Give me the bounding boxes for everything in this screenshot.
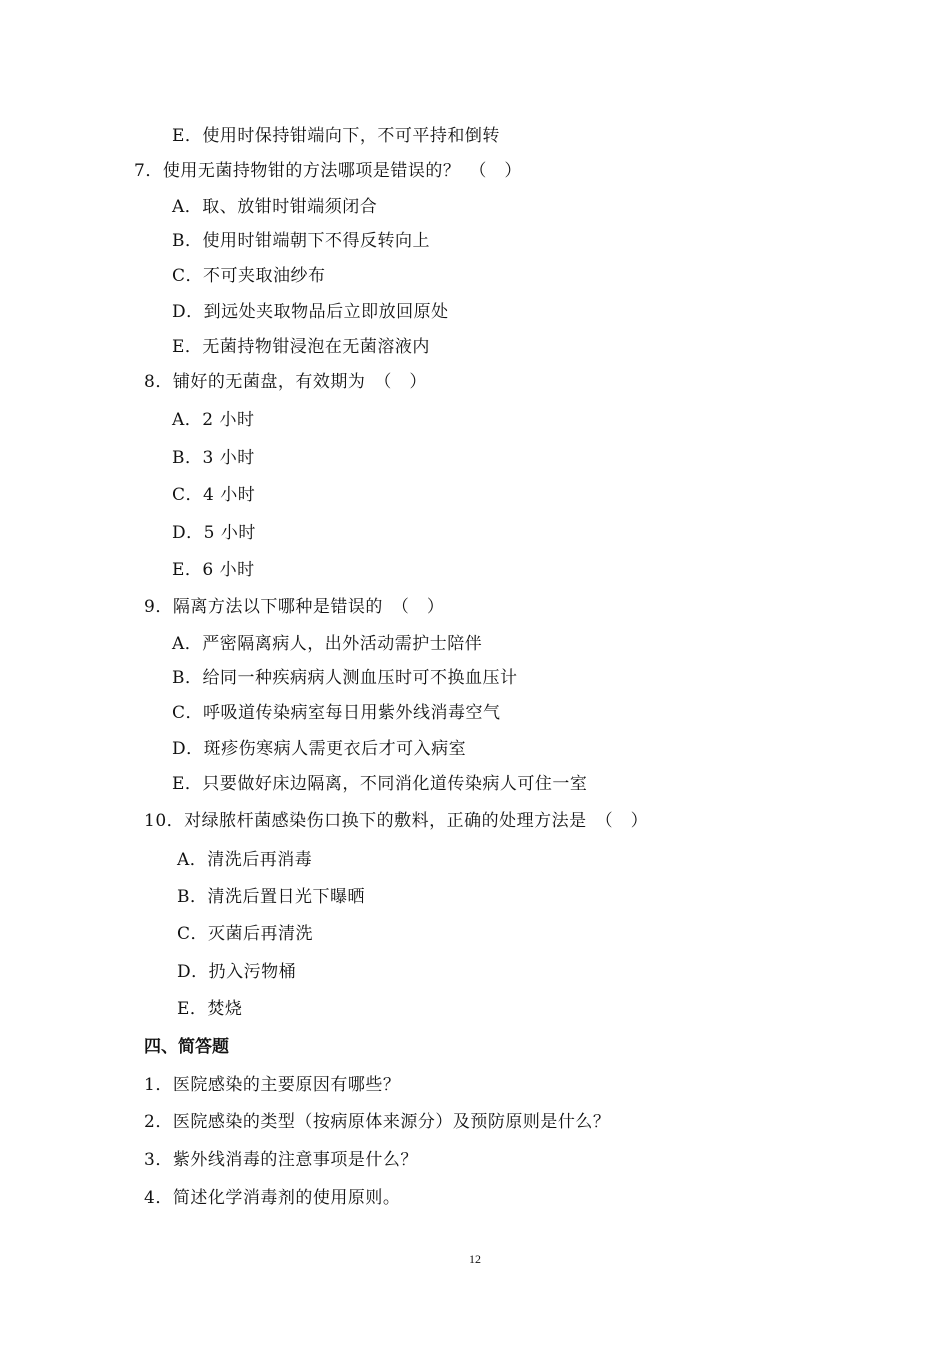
question-10-option-e: E．焚烧 <box>177 999 243 1019</box>
question-10-option-d: D．扔入污物桶 <box>177 962 297 982</box>
question-8-stem: 8．铺好的无菌盘，有效期为 （ ） <box>144 372 427 392</box>
question-8-option-a: A．2 小时 <box>172 410 255 430</box>
question-7-option-d: D．到远处夹取物品后立即放回原处 <box>172 302 449 322</box>
question-9-option-b: B．给同一种疾病病人测血压时可不换血压计 <box>172 668 518 688</box>
short-answer-3: 3．紫外线消毒的注意事项是什么？ <box>144 1150 418 1170</box>
question-7-option-a: A．取、放钳时钳端须闭合 <box>172 197 378 217</box>
question-8-option-c: C．4 小时 <box>172 485 256 505</box>
question-8-option-e: E．6 小时 <box>172 560 255 580</box>
question-7-option-e: E．无菌持物钳浸泡在无菌溶液内 <box>172 337 430 357</box>
question-10-option-b: B．清洗后置日光下曝晒 <box>177 887 365 907</box>
question-6-option-e: E．使用时保持钳端向下，不可平持和倒转 <box>172 126 500 146</box>
question-10-stem: 10．对绿脓杆菌感染伤口换下的敷料，正确的处理方法是 （ ） <box>144 811 649 831</box>
question-9-option-c: C．呼吸道传染病室每日用紫外线消毒空气 <box>172 703 501 723</box>
short-answer-4: 4．简述化学消毒剂的使用原则。 <box>144 1188 401 1208</box>
question-7-option-c: C．不可夹取油纱布 <box>172 266 326 286</box>
question-9-option-a: A．严密隔离病人，出外活动需护士陪伴 <box>172 634 483 654</box>
short-answer-2: 2．医院感染的类型（按病原体来源分）及预防原则是什么？ <box>144 1112 611 1132</box>
short-answer-1: 1．医院感染的主要原因有哪些？ <box>144 1075 401 1095</box>
question-7-stem: 7．使用无菌持物钳的方法哪项是错误的？ （ ） <box>134 161 522 181</box>
page-number: 12 <box>469 1252 481 1266</box>
question-8-option-d: D．5 小时 <box>172 523 256 543</box>
section-heading: 四、简答题 <box>144 1037 229 1057</box>
question-8-option-b: B．3 小时 <box>172 448 255 468</box>
question-10-option-a: A．清洗后再消毒 <box>177 850 313 870</box>
question-9-option-d: D．斑疹伤寒病人需更衣后才可入病室 <box>172 739 467 759</box>
question-7-option-b: B．使用时钳端朝下不得反转向上 <box>172 231 430 251</box>
question-10-option-c: C．灭菌后再清洗 <box>177 924 314 944</box>
question-9-option-e: E．只要做好床边隔离，不同消化道传染病人可住一室 <box>172 774 588 794</box>
question-9-stem: 9．隔离方法以下哪种是错误的 （ ） <box>144 597 445 617</box>
